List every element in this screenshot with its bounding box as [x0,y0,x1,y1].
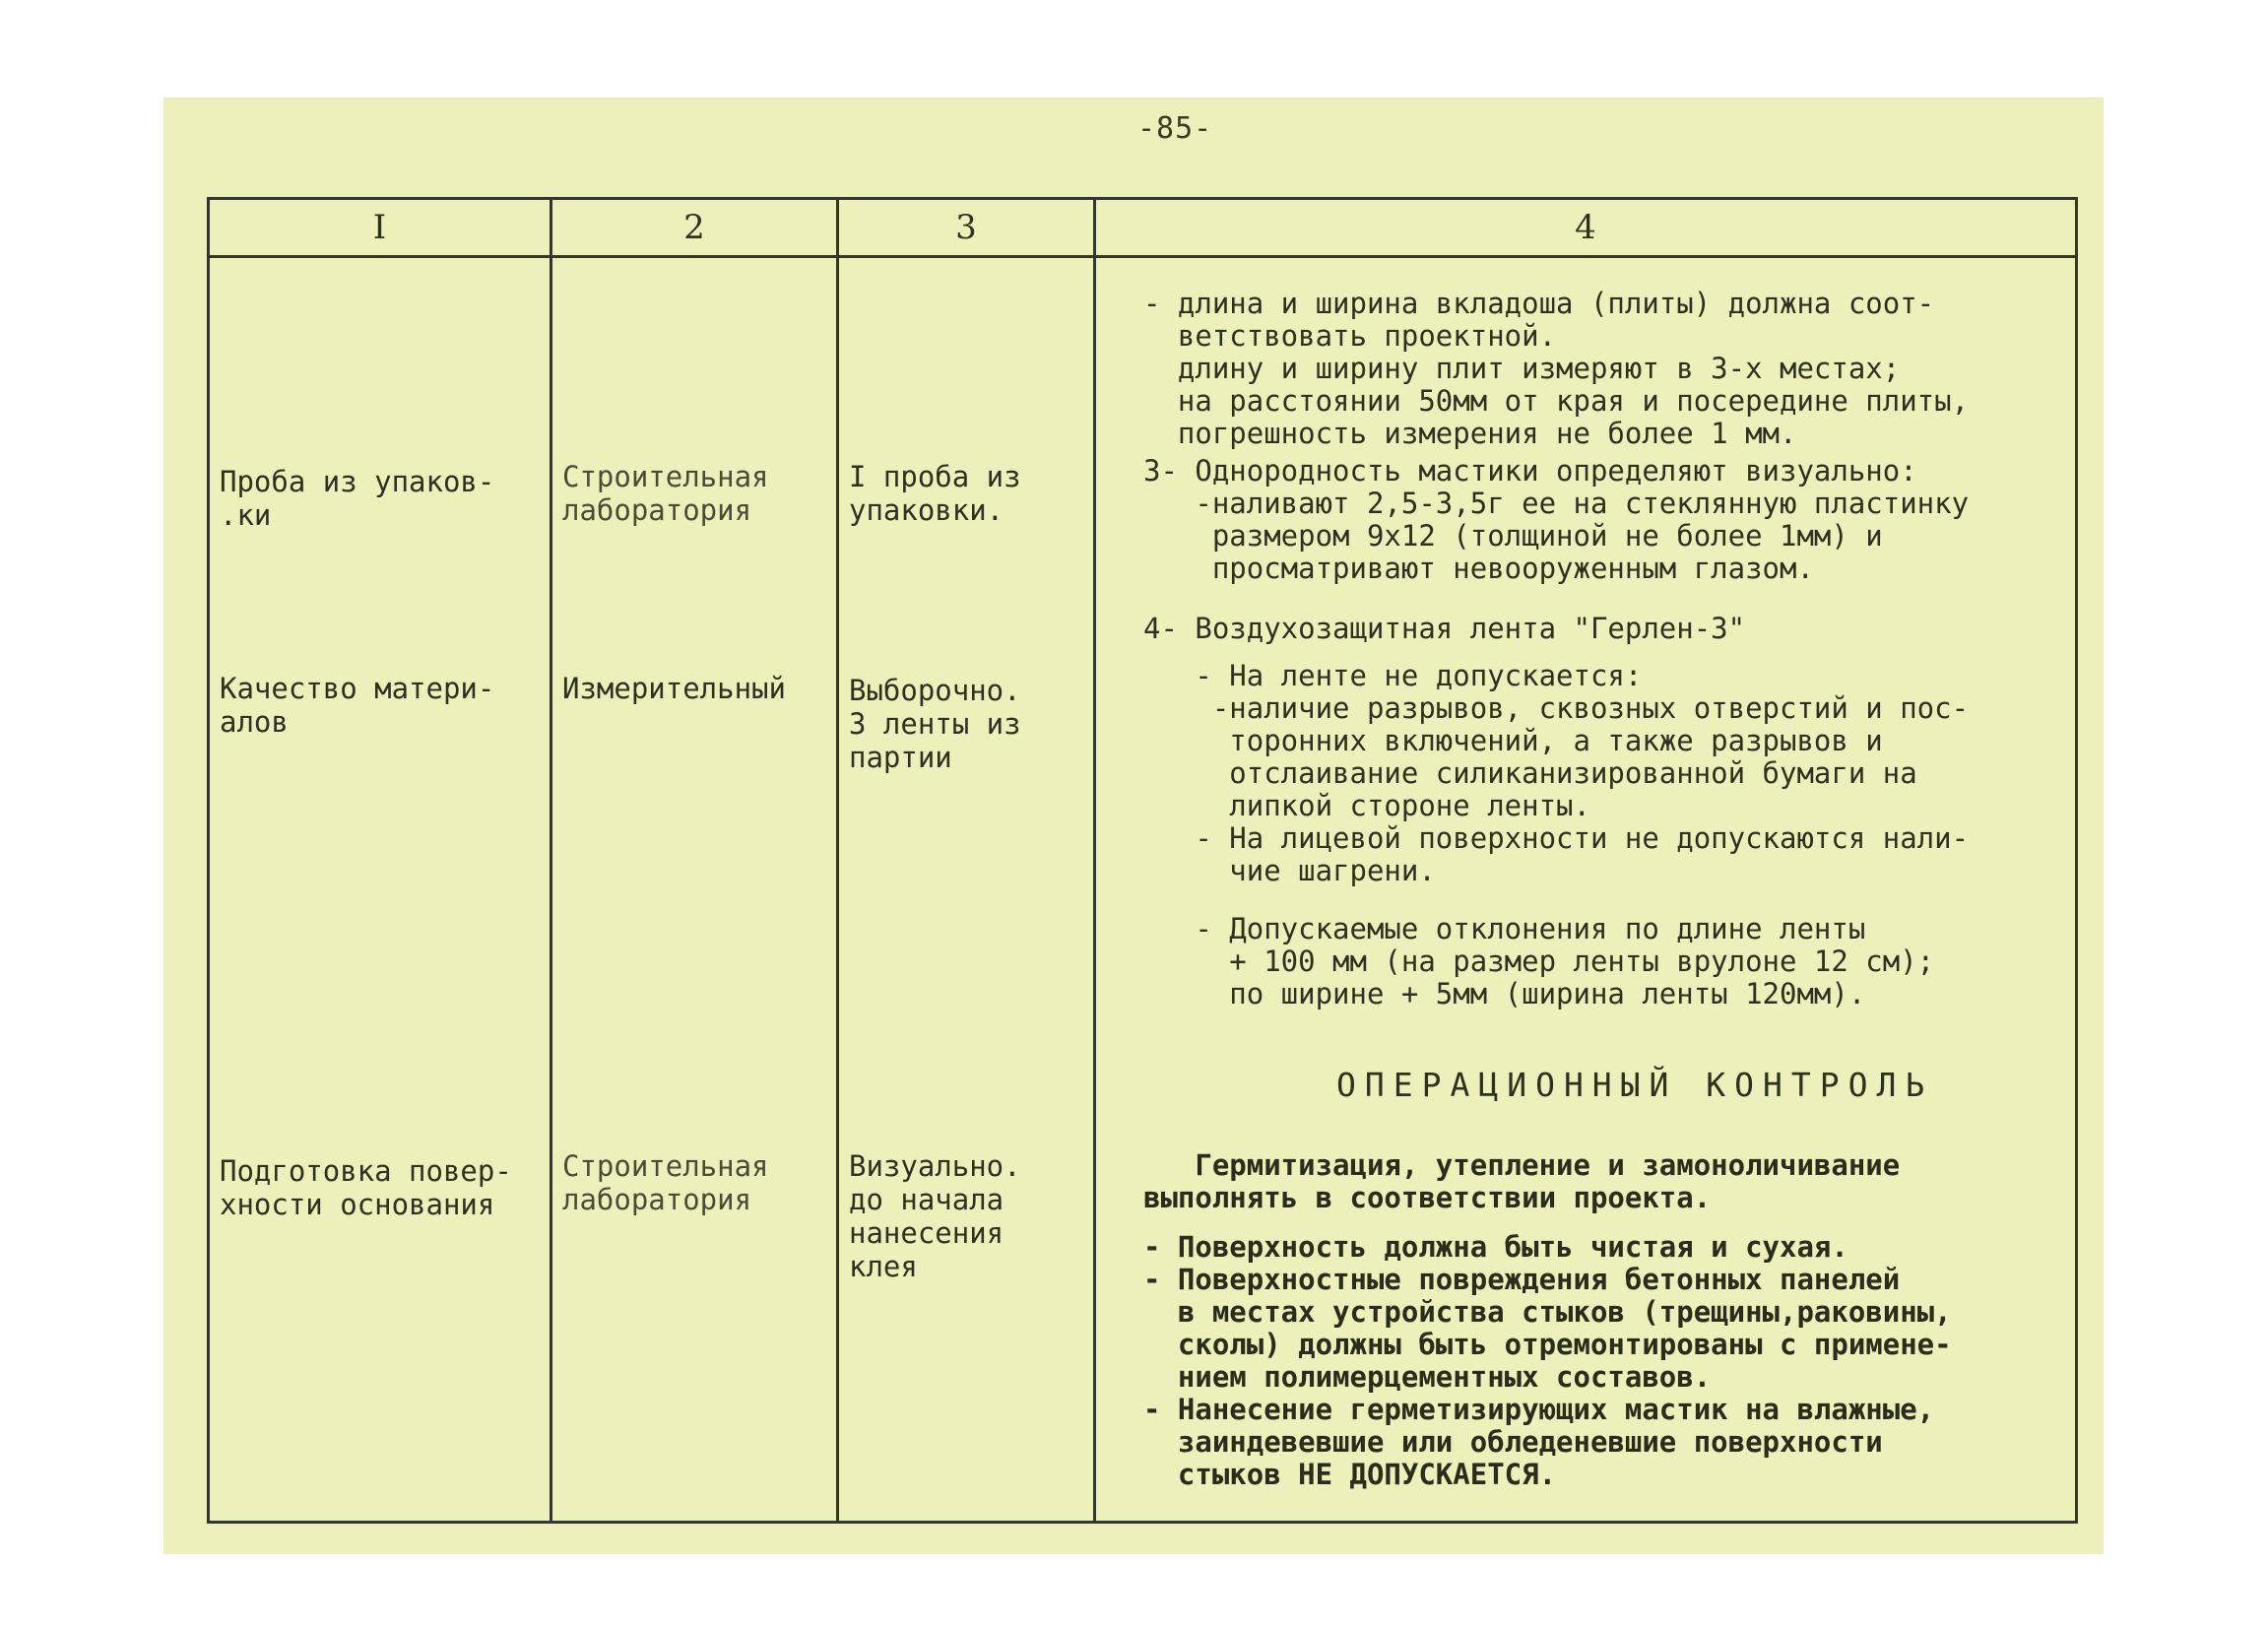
col1-entry-sample: Проба из упаков- .ки [220,465,495,532]
col4-sealing-intro: Гермитизация, утепление и замоноличивание выполнять в соответствии проекта. [1143,1148,1901,1214]
col2-entry-measuring: Измерительный [562,672,786,705]
col1-entry-surface: Подготовка повер- хности основания [220,1154,512,1221]
col-1-cell [209,257,551,1523]
col4-tape-title: 4- Воздухозащитная лента "Герлен-3" [1143,612,1746,645]
header-col-2: 2 [551,199,838,257]
col3-entry-selective: Выборочно. 3 ленты из партии [849,674,1021,774]
col4-mastic-uniformity: 3- Однородность мастики определяют визуально: -наливают 2,5-3,5г ее на стеклянную пластинку размером 9х12 (толщиной не более 1мм) и просматривают невооруженным глазом. [1143,454,1970,585]
col4-surface-requirements: - Поверхность должна быть чистая и сухая. - Поверхностные повреждения бетонных панелей в местах устройства стыков (трещины,раковины, сколы) должны быть отремонтированы с примене- нием полимерцементных составов. - Нанесение герметизирующих мастик на влажные, заиндевевшие или обледеневшие поверхности стыков НЕ ДОПУСКАЕТСЯ. [1143,1230,1952,1491]
col-3-cell [838,257,1095,1523]
col3-entry-visual: Визуально. до начала нанесения клея [849,1149,1021,1283]
col4-tape-defects: - На ленте не допускается: -наличие разрывов, сквозных отверстий и пос- торонних включений, а также разрывов и отслаивание силиканизированной бумаги на липкой стороне ленты. - На лицевой поверхности не допускаются нали- чие шагрени. [1195,659,1970,887]
col2-entry-lab-2: Строительная лаборатория [562,1149,769,1216]
col4-tape-tolerances: - Допускаемые отклонения по длине ленты + 100 мм (на размер ленты врулоне 12 см); по ширине + 5мм (ширина ленты 120мм). [1195,912,1935,1010]
col2-entry-lab-1: Строительная лаборатория [562,460,769,527]
col3-entry-sample: I проба из упаковки. [849,460,1021,527]
col4-plate-dimensions: - длина и ширина вкладоша (плиты) должна соот- ветствовать проектной. длину и ширину плит измеряют в 3-х местах; на расстоянии 50мм от края и посередине плиты, погрешность измерения не более 1 мм. [1143,287,1970,450]
col1-entry-materials: Качество матери- алов [220,672,495,739]
header-col-1: I [209,199,551,257]
table-body-row [209,257,2077,1523]
col-4-cell [1095,257,2077,1523]
inspection-table [207,197,2078,1524]
operational-control-heading: ОПЕРАЦИОННЫЙ КОНТРОЛЬ [1336,1066,1934,1104]
table-header-row [209,199,2077,257]
col-2-cell [551,257,838,1523]
page-number: -85- [1137,111,1213,146]
header-col-3: 3 [838,199,1095,257]
header-col-4: 4 [1095,199,2077,257]
